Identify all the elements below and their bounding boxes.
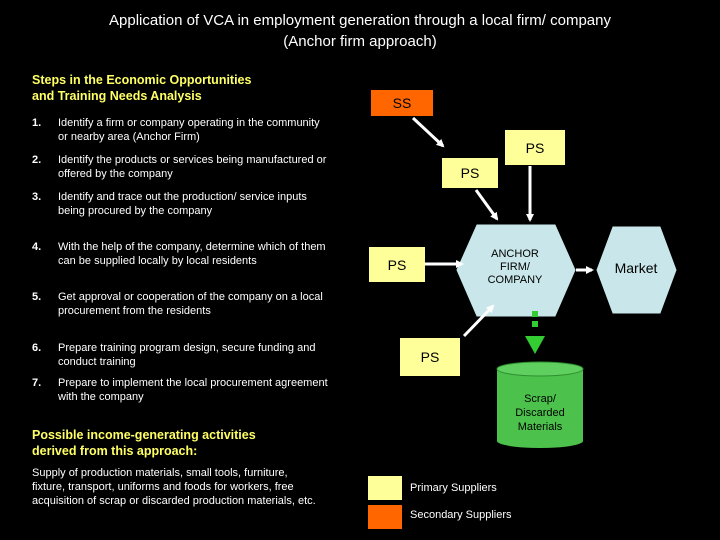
legend-primary-swatch (368, 476, 402, 500)
step-number: 5. (32, 291, 42, 303)
legend-secondary-label: Secondary Suppliers (410, 509, 512, 521)
dotted-arrow-to-scrap (525, 311, 545, 354)
step-number: 3. (32, 191, 42, 203)
income-heading-line-2: derived from this approach: (32, 444, 198, 458)
anchor-line-2: FIRM/ (500, 261, 530, 273)
step-text: Identify the products or services being manufactured or offered by the company (58, 154, 327, 180)
title-line-2: (Anchor firm approach) (283, 33, 437, 50)
legend-primary-label: Primary Suppliers (410, 482, 497, 494)
step-number: 2. (32, 154, 42, 166)
step-text: Prepare to implement the local procurement agreement with the company (58, 377, 328, 403)
anchor-line-1: ANCHOR (491, 248, 539, 260)
step-text: Identify and trace out the production/ service inputs being procured by the company (58, 191, 307, 217)
income-heading-line-1: Possible income-generating activities (32, 428, 256, 442)
ps-label: PS (525, 139, 545, 156)
step-number: 6. (32, 342, 42, 354)
scrap-label (500, 392, 580, 434)
scrap-line-3: Materials (517, 421, 563, 433)
steps-heading-line-2: and Training Needs Analysis (32, 89, 202, 103)
ss-box (371, 90, 433, 116)
ss-label: SS (392, 95, 412, 111)
step-number: 4. (32, 241, 42, 253)
step-text: Prepare training program design, secure funding and conduct training (58, 342, 316, 368)
anchor-line-3: COMPANY (487, 274, 543, 286)
steps-heading-line-1: Steps in the Economic Opportunities (32, 73, 252, 87)
income-body: Supply of production materials, small tools, furniture, fixture, transport, uniforms and foods for workers, free acquisition of scrap or discarded production materials, etc. (32, 467, 316, 507)
scrap-line-1: Scrap/ (524, 393, 556, 405)
step-text: Identify a firm or company operating in the community or nearby area (Anchor Firm) (58, 117, 320, 143)
ps-box-left (369, 247, 425, 282)
title-line-1: Application of VCA in employment generation through a local firm/ company (109, 12, 611, 29)
ps-label: PS (420, 349, 440, 365)
legend-secondary-swatch (368, 505, 402, 529)
step-number: 1. (32, 117, 42, 129)
scrap-line-2: Discarded (515, 407, 565, 419)
arrow-ps-mid-to-firm (476, 190, 497, 219)
anchor-firm-label (470, 248, 560, 287)
step-text: With the help of the company, determine which of them can be supplied locally by local residents (58, 241, 326, 267)
ps-box-bottom (400, 338, 460, 376)
step-text: Get approval or cooperation of the company on a local procurement from the residents (58, 291, 323, 317)
ps-box-mid (442, 158, 498, 188)
step-number: 7. (32, 377, 42, 389)
arrow-ss-to-ps (413, 118, 443, 146)
market-label: Market (614, 260, 658, 276)
ps-box-top-right (505, 130, 565, 165)
ps-label: PS (387, 256, 407, 273)
ps-label: PS (460, 165, 480, 181)
